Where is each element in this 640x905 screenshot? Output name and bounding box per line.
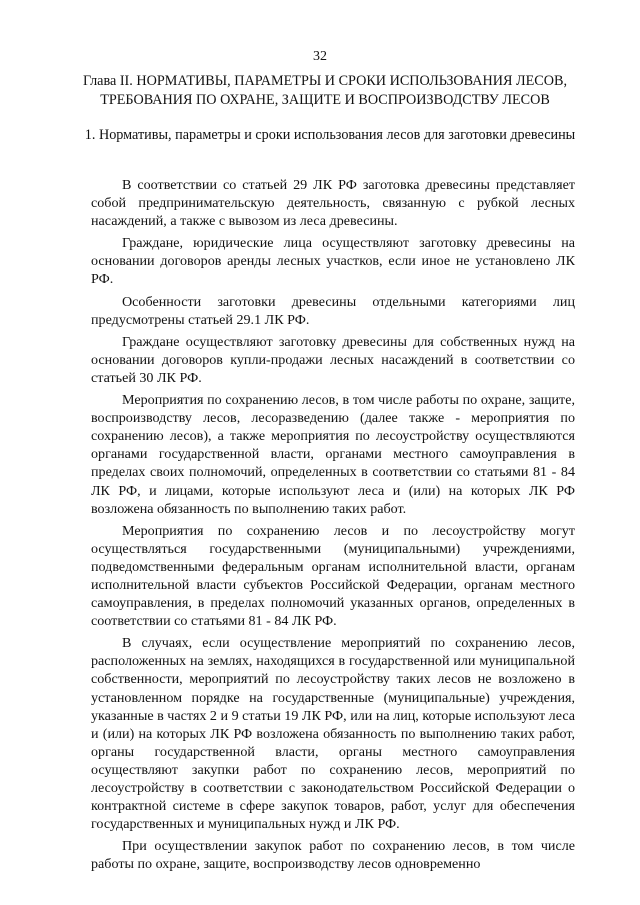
section-title: 1. Нормативы, параметры и сроки использования лесов для заготовки древесины — [84, 127, 576, 143]
paragraph: Граждане, юридические лица осуществляют заготовку древесины на основании договоров аренды лесных участков, если иное не установлено ЛК РФ. — [91, 235, 575, 288]
paragraph: Мероприятия по сохранению лесов и по лесоустройству могут осуществляться государственными (муниципальными) учреждениями, подведомственными федеральным органам исполнительной власти, органам исполнительной власти субъектов Российской Федерации, органам местного самоуправления, в пределах полномочий указанных органов, определенных в соответствии со статьями 81 - 84 ЛК РФ. — [91, 522, 575, 630]
paragraph: При осуществлении закупок работ по сохранению лесов, в том числе работы по охране, защите, воспроизводству лесов одновременно — [91, 838, 575, 873]
paragraph: В соответствии со статьей 29 ЛК РФ заготовка древесины представляет собой предпринимательскую деятельность, связанную с рубкой лесных насаждений, а также с вывозом из леса древесины. — [91, 177, 575, 230]
paragraph: Мероприятия по сохранению лесов, в том числе работы по охране, защите, воспроизводству лесов, лесоразведению (далее также - мероприятия по сохранению лесов), а также мероприятия по лесоустройству осуществляются органами государственной власти, органами местного самоуправления в пределах своих полномочий, определенных в соответствии со статьями 81 - 84 ЛК РФ, и лицами, которые используют леса и (или) на которых ЛК РФ возложена обязанность по выполнению таких работ. — [91, 392, 575, 517]
document-body — [91, 176, 575, 873]
paragraph: В случаях, если осуществление мероприятий по сохранению лесов, расположенных на землях, находящихся в государственной или муниципальной собственности, мероприятий по лесоустройству таких лесов не возложено в установленном порядке на государственные (муниципальные) учреждения, указанные в частях 2 и 9 статьи 19 ЛК РФ, или на лиц, которые используют леса и (или) на которых ЛК РФ возложена обязанность по выполнению таких работ, органы государственной власти, органы местного самоуправления осуществляют закупки работ по сохранению лесов, мероприятий по лесоустройству в соответствии с законодательством Российской Федерации о контрактной системе в сфере закупок товаров, работ, услуг для обеспечения государственных и муниципальных нужд и ЛК РФ. — [91, 635, 575, 833]
paragraph: Особенности заготовки древесины отдельными категориями лиц предусмотрены статьей 29.1 ЛК РФ. — [91, 293, 575, 328]
page-number: 32 — [313, 49, 327, 64]
paragraph: Граждане осуществляют заготовку древесины для собственных нужд на основании договоров купли-продажи лесных насаждений в соответствии со статьей 30 ЛК РФ. — [91, 333, 575, 386]
chapter-title: Глава II. НОРМАТИВЫ, ПАРАМЕТРЫ И СРОКИ ИСПОЛЬЗОВАНИЯ ЛЕСОВ, ТРЕБОВАНИЯ ПО ОХРАНЕ, ЗАЩИТЕ И ВОСПРОИЗВОДСТВУ ЛЕСОВ — [82, 73, 568, 108]
